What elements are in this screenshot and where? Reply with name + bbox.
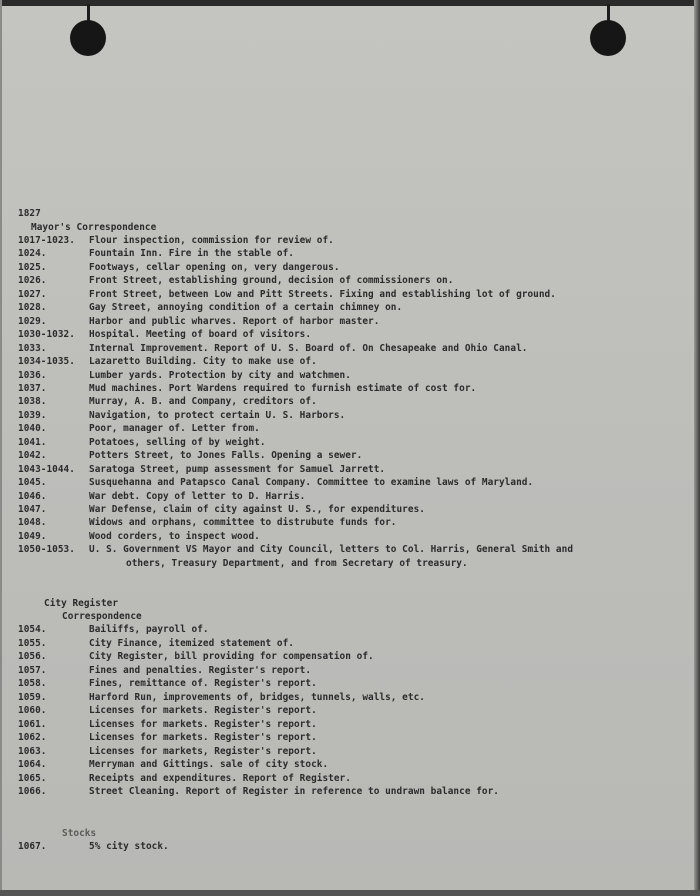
entry-row bbox=[0, 665, 700, 677]
entry-number: 1046. bbox=[18, 490, 47, 502]
entry-description: Flour inspection, commission for review of. bbox=[89, 235, 334, 246]
entry-description: Murray, A. B. and Company, creditors of. bbox=[89, 396, 317, 408]
scan-edge-bottom bbox=[0, 890, 700, 896]
entry-description: Licenses for markets. Register's report. bbox=[89, 718, 317, 730]
entry-number: 1061. bbox=[18, 718, 47, 730]
entry-row bbox=[0, 531, 700, 543]
entry-row bbox=[0, 464, 700, 476]
entry-row bbox=[0, 410, 700, 422]
entry-number: 1017-1023. bbox=[18, 235, 75, 246]
entry-number: 1027. bbox=[18, 288, 47, 300]
entry-description: U. S. Government VS Mayor and City Council, letters to Col. Harris, General Smith and bbox=[89, 544, 574, 556]
entry-row bbox=[0, 329, 700, 341]
entry-number: 1056. bbox=[18, 651, 47, 662]
entry-description: Licenses for markets. Register's report. bbox=[89, 732, 317, 743]
entry-description: Gay Street, annoying condition of a certain chimney on. bbox=[89, 302, 403, 314]
entry-row bbox=[0, 705, 700, 717]
entry-row bbox=[0, 370, 700, 382]
entry-description: 5% city stock. bbox=[89, 841, 169, 852]
entry-number: 1049. bbox=[18, 530, 47, 542]
entry-row bbox=[0, 638, 700, 650]
entry-row bbox=[0, 491, 700, 503]
entry-row bbox=[0, 841, 700, 853]
entry-description: Potters Street, to Jones Falls. Opening a sewer. bbox=[89, 450, 363, 462]
entry-description: Lazaretto Building. City to make use of. bbox=[89, 356, 317, 368]
entry-number: 1057. bbox=[18, 664, 47, 676]
entry-description: War debt. Copy of letter to D. Harris. bbox=[89, 490, 306, 502]
section-heading-stocks: Stocks bbox=[62, 828, 97, 839]
punch-hole-left bbox=[70, 20, 106, 56]
entry-description: Harford Run, improvements of, bridges, tunnels, walls, etc. bbox=[89, 691, 425, 703]
entry-description: City Finance, itemized statement of. bbox=[89, 637, 294, 649]
entry-row bbox=[0, 786, 700, 798]
entry-description: Mud machines. Port Wardens required to furnish estimate of cost for. bbox=[89, 382, 477, 394]
entry-number: 1029. bbox=[18, 315, 47, 327]
entry-description: Fountain Inn. Fire in the stable of. bbox=[89, 248, 294, 260]
entry-row bbox=[0, 477, 700, 489]
entry-description: Internal Improvement. Report of U. S. Board of. On Chesapeake and Ohio Canal. bbox=[89, 342, 528, 354]
entry-description: Susquehanna and Patapsco Canal Company. Committee to examine laws of Maryland. bbox=[89, 477, 534, 489]
entry-number: 1047. bbox=[18, 504, 47, 515]
entry-number: 1054. bbox=[18, 624, 47, 635]
entry-description: Front Street, between Low and Pitt Streets. Fixing and establishing lot of ground. bbox=[89, 288, 556, 300]
entry-description: Widows and orphans, committee to distrubute funds for. bbox=[89, 517, 397, 529]
entry-row bbox=[0, 235, 700, 247]
entry-row bbox=[0, 759, 700, 771]
entry-number: 1064. bbox=[18, 759, 47, 770]
entry-row bbox=[0, 517, 700, 529]
entry-number: 1050-1053. bbox=[18, 544, 75, 556]
entry-continuation: others, Treasury Department, and from Secretary of treasury. bbox=[126, 558, 468, 569]
entry-number: 1026. bbox=[18, 275, 47, 287]
entry-number: 1039. bbox=[18, 409, 47, 421]
entry-number: 1037. bbox=[18, 382, 47, 394]
entry-number: 1043-1044. bbox=[18, 463, 75, 475]
entry-description: Fines, remittance of. Register's report. bbox=[89, 678, 317, 689]
entry-number: 1036. bbox=[18, 369, 47, 381]
entry-number: 1030-1032. bbox=[18, 329, 75, 341]
entry-row bbox=[0, 692, 700, 704]
subheading-correspondence: Correspondence bbox=[62, 611, 142, 622]
entry-row bbox=[0, 316, 700, 328]
entry-number: 1041. bbox=[18, 436, 47, 448]
entry-number: 1048. bbox=[18, 517, 47, 529]
entry-description: Lumber yards. Protection by city and watchmen. bbox=[89, 369, 351, 381]
entry-description: Street Cleaning. Report of Register in reference to undrawn balance for. bbox=[89, 786, 499, 797]
entry-row bbox=[0, 396, 700, 408]
entry-row bbox=[0, 651, 700, 663]
entry-description: Fines and penalties. Register's report. bbox=[89, 664, 312, 676]
entry-description: War Defense, claim of city against U. S., for expenditures. bbox=[89, 504, 425, 515]
entry-number: 1067. bbox=[18, 841, 47, 852]
entry-row bbox=[0, 450, 700, 462]
entry-row bbox=[0, 437, 700, 449]
entry-row bbox=[0, 289, 700, 301]
entry-description: Potatoes, selling of by weight. bbox=[89, 436, 266, 448]
entry-number: 1060. bbox=[18, 705, 47, 716]
entry-number: 1038. bbox=[18, 396, 47, 408]
entry-number: 1025. bbox=[18, 261, 47, 273]
entry-number: 1042. bbox=[18, 450, 47, 462]
section-heading-city-register: City Register bbox=[44, 598, 119, 609]
entry-number: 1033. bbox=[18, 342, 47, 354]
year-heading: 1827 bbox=[18, 208, 41, 219]
entry-number: 1055. bbox=[18, 637, 47, 649]
entry-number: 1062. bbox=[18, 732, 47, 743]
entry-number: 1034-1035. bbox=[18, 356, 75, 368]
entry-description: Navigation, to protect certain U. S. Harbors. bbox=[89, 409, 346, 421]
entry-description: City Register, bill providing for compensation of. bbox=[89, 651, 374, 662]
entry-row bbox=[0, 383, 700, 395]
entry-description: Harbor and public wharves. Report of harbor master. bbox=[89, 315, 380, 327]
entry-description: Poor, manager of. Letter from. bbox=[89, 423, 260, 435]
entry-description: Licenses for markets, Register's report. bbox=[89, 745, 317, 757]
entry-description: Merryman and Gittings. sale of city stock. bbox=[89, 759, 329, 770]
section-heading-mayors-correspondence: Mayor's Correspondence bbox=[31, 222, 157, 233]
entry-row bbox=[0, 504, 700, 516]
entry-description: Receipts and expenditures. Report of Register. bbox=[89, 772, 351, 784]
entry-row bbox=[0, 248, 700, 260]
entry-number: 1059. bbox=[18, 691, 47, 703]
entry-number: 1024. bbox=[18, 248, 47, 260]
entry-number: 1063. bbox=[18, 745, 47, 757]
entry-row bbox=[0, 544, 700, 556]
entry-description: Footways, cellar opening on, very dangerous. bbox=[89, 261, 340, 273]
entry-number: 1066. bbox=[18, 786, 47, 797]
entry-description: Wood corders, to inspect wood. bbox=[89, 530, 260, 542]
entry-row bbox=[0, 423, 700, 435]
entry-row bbox=[0, 624, 700, 636]
entry-row bbox=[0, 356, 700, 368]
entry-description: Licenses for markets. Register's report. bbox=[89, 705, 317, 716]
entry-number: 1040. bbox=[18, 423, 47, 435]
entry-description: Saratoga Street, pump assessment for Samuel Jarrett. bbox=[89, 463, 386, 475]
entry-number: 1058. bbox=[18, 678, 47, 689]
entry-row bbox=[0, 343, 700, 355]
entry-number: 1045. bbox=[18, 477, 47, 489]
scan-edge-top bbox=[0, 0, 700, 6]
entry-description: Bailiffs, payroll of. bbox=[89, 624, 209, 635]
entry-row bbox=[0, 732, 700, 744]
entry-row bbox=[0, 262, 700, 274]
entry-row bbox=[0, 773, 700, 785]
entry-row bbox=[0, 746, 700, 758]
entry-row bbox=[0, 302, 700, 314]
entry-number: 1028. bbox=[18, 302, 47, 314]
punch-hole-right bbox=[590, 20, 626, 56]
entry-description: Front Street, establishing ground, decision of commissioners on. bbox=[89, 275, 454, 287]
entry-description: Hospital. Meeting of board of visitors. bbox=[89, 329, 312, 341]
entry-row bbox=[0, 719, 700, 731]
entry-number: 1065. bbox=[18, 772, 47, 784]
entry-row bbox=[0, 275, 700, 287]
entry-row bbox=[0, 678, 700, 690]
